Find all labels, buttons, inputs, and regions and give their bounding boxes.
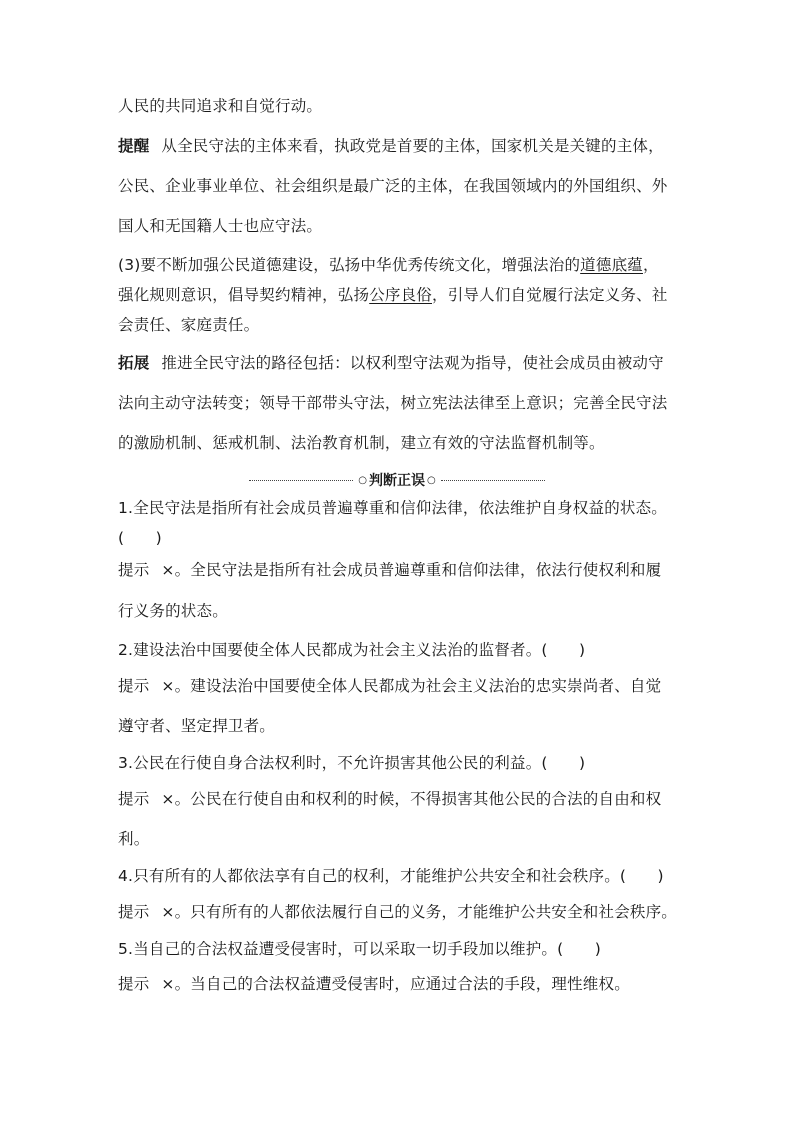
paragraph-text: (3)要不断加强公民道德建设，弘扬中华优秀传统文化，增强法治的 xyxy=(118,256,581,274)
divider xyxy=(249,480,353,481)
extension-tag: 拓展 xyxy=(118,354,150,372)
underlined-term: 道德底蕴 xyxy=(580,256,643,274)
question-3: 3.公民在行使自身合法权利时，不允许损害其他公民的利益。( ) xyxy=(118,754,586,772)
hint-line: 利。 xyxy=(118,830,150,848)
extension-line: 法向主动守法转变；领导干部带头守法，树立宪法法律至上意识；完善全民守法 xyxy=(118,394,668,412)
paragraph-line: 人民的共同追求和自觉行动。 xyxy=(118,97,323,115)
reminder-text: 从全民守法的主体来看，执政党是首要的主体，国家机关是关键的主体， xyxy=(161,137,664,155)
reminder-line: 国人和无国籍人士也应守法。 xyxy=(118,217,323,235)
hint-tag: 提示 xyxy=(118,790,150,808)
extension-line xyxy=(118,353,688,373)
hint-line xyxy=(118,676,688,696)
hint-tag: 提示 xyxy=(118,975,150,993)
hint-line xyxy=(118,974,688,994)
question-1-bracket: ( ) xyxy=(118,529,162,547)
reminder-line: 公民、企业事业单位、社会组织是最广泛的主体，在我国领域内的外国组织、外 xyxy=(118,177,668,195)
section-title xyxy=(246,470,548,490)
hint-line: 行义务的状态。 xyxy=(118,602,228,620)
paragraph-line xyxy=(118,285,688,305)
question-1: 1.全民守法是指所有社会成员普遍尊重和信仰法律，依法维护自身权益的状态。 xyxy=(118,499,667,517)
hint-text: ×。只有所有的人都依法履行自己的义务，才能维护公共安全和社会秩序。 xyxy=(161,903,677,921)
ring-icon: ○ xyxy=(427,474,436,486)
hint-line xyxy=(118,560,688,580)
hint-text: ×。当自己的合法权益遭受侵害时，应通过合法的手段，理性维权。 xyxy=(161,975,630,993)
underlined-term: 公序良俗 xyxy=(369,286,433,304)
paragraph-text: ，引导人们自觉履行法定义务、社 xyxy=(432,286,668,304)
paragraph-line xyxy=(118,255,688,275)
hint-line xyxy=(118,789,688,809)
hint-text: ×。公民在行使自由和权利的时候，不得损害其他公民的合法的自由和权 xyxy=(161,790,662,808)
question-4: 4.只有所有的人都依法享有自己的权利，才能维护公共安全和社会秩序。( ) xyxy=(118,867,664,885)
hint-line: 遵守者、坚定捍卫者。 xyxy=(118,717,276,735)
question-5: 5.当自己的合法权益遭受侵害时，可以采取一切手段加以维护。( ) xyxy=(118,940,601,958)
paragraph-text: ， xyxy=(642,256,659,274)
section-title-text: 判断正误 xyxy=(369,473,425,489)
paragraph-text: 强化规则意识，倡导契约精神，弘扬 xyxy=(118,286,370,304)
divider xyxy=(441,480,545,481)
extension-line: 的激励机制、惩戒机制、法治教育机制，建立有效的守法监督机制等。 xyxy=(118,434,605,452)
hint-tag: 提示 xyxy=(118,561,150,579)
hint-tag: 提示 xyxy=(118,903,150,921)
reminder-line xyxy=(118,136,688,156)
ring-icon: ○ xyxy=(358,474,367,486)
paragraph-line: 会责任、家庭责任。 xyxy=(118,316,260,334)
hint-text: ×。建设法治中国要使全体人民都成为社会主义法治的忠实崇尚者、自觉 xyxy=(161,677,662,695)
hint-line xyxy=(118,902,688,922)
extension-text: 推进全民守法的路径包括：以权利型守法观为指导，使社会成员由被动守 xyxy=(161,354,664,372)
question-2: 2.建设法治中国要使全体人民都成为社会主义法治的监督者。( ) xyxy=(118,641,586,659)
hint-text: ×。全民守法是指所有社会成员普遍尊重和信仰法律，依法行使权利和履 xyxy=(161,561,662,579)
reminder-tag: 提醒 xyxy=(118,137,150,155)
hint-tag: 提示 xyxy=(118,677,150,695)
